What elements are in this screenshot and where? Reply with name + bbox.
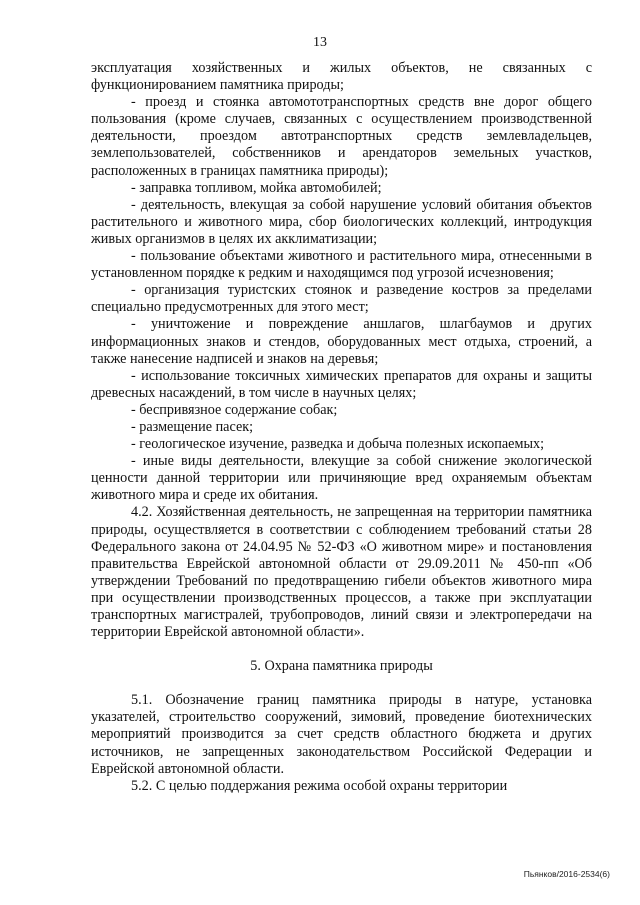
- list-item: - использование токсичных химических препаратов для охраны и защиты древесных насаждений, в том числе в научных целях;: [91, 367, 592, 401]
- list-item: - иные виды деятельности, влекущие за собой снижение экологической ценности данной территории или причиняющие вред охраняемым объектам животного мира и среде их обитания.: [91, 453, 592, 504]
- paragraph-5-1: 5.1. Обозначение границ памятника природы в натуре, установка указателей, строительство сооружений, зимовий, проведение биотехнических мероприятий производится за счет средств областного бюджета и других источников, не запрещенных законодательством Российской Федерации и Еврейской автономной области.: [91, 692, 592, 777]
- paragraph-5-2: 5.2. С целью поддержания режима особой охраны территории: [131, 777, 508, 794]
- paragraph-4-2: 4.2. Хозяйственная деятельность, не запрещенная на территории памятника природы, осуществляется в соответствии с соблюдением требований статьи 28 Федерального закона от 24.04.95 № 52-ФЗ «О животном мире» и постановления правительства Еврейской автономной области от 29.09.2011 № 450-пп «Об утверждении Требований по предотвращению гибели объектов животного мира при осуществлении производственных процессов, а также при эксплуатации транспортных магистралей, трубопроводов, линий связи и электропередачи на территории Еврейской автономной области».: [91, 504, 592, 641]
- list-item: - геологическое изучение, разведка и добыча полезных ископаемых;: [131, 436, 545, 453]
- list-item: - размещение пасек;: [131, 418, 254, 435]
- list-item: - деятельность, влекущая за собой нарушение условий обитания объектов растительного и животного мира, сбор биологических коллекций, интродукция живых организмов в целях их акклиматизации;: [91, 196, 592, 247]
- list-item: - пользование объектами животного и растительного мира, отнесенными в установленном порядке к редким и находящимся под угрозой исчезновения;: [91, 248, 592, 282]
- document-code: Пьянков/2016-2534(6): [523, 869, 610, 879]
- list-item: - заправка топливом, мойка автомобилей;: [131, 179, 382, 196]
- page-number: 13: [313, 35, 327, 50]
- list-item: - организация туристских стоянок и разведение костров за пределами специально предусмотренных для этого мест;: [91, 282, 592, 316]
- list-item: - беспривязное содержание собак;: [131, 401, 338, 418]
- section-heading: 5. Охрана памятника природы: [250, 658, 433, 675]
- paragraph: эксплуатация хозяйственных и жилых объектов, не связанных с функционированием памятника природы;: [91, 60, 592, 94]
- document-body: [91, 60, 592, 795]
- list-item: - проезд и стоянка автомототранспортных средств вне дорог общего пользования (кроме случаев, связанных с осуществлением производственной деятельности, проездом автотранспортных средств землевладельцев, землепользователей, собственников и арендаторов земельных участков, расположенных в границах памятника природы);: [91, 94, 592, 179]
- list-item: - уничтожение и повреждение аншлагов, шлагбаумов и других информационных знаков и стендов, оборудованных мест отдыха, строений, а также нанесение надписей и знаков на деревья;: [91, 316, 592, 367]
